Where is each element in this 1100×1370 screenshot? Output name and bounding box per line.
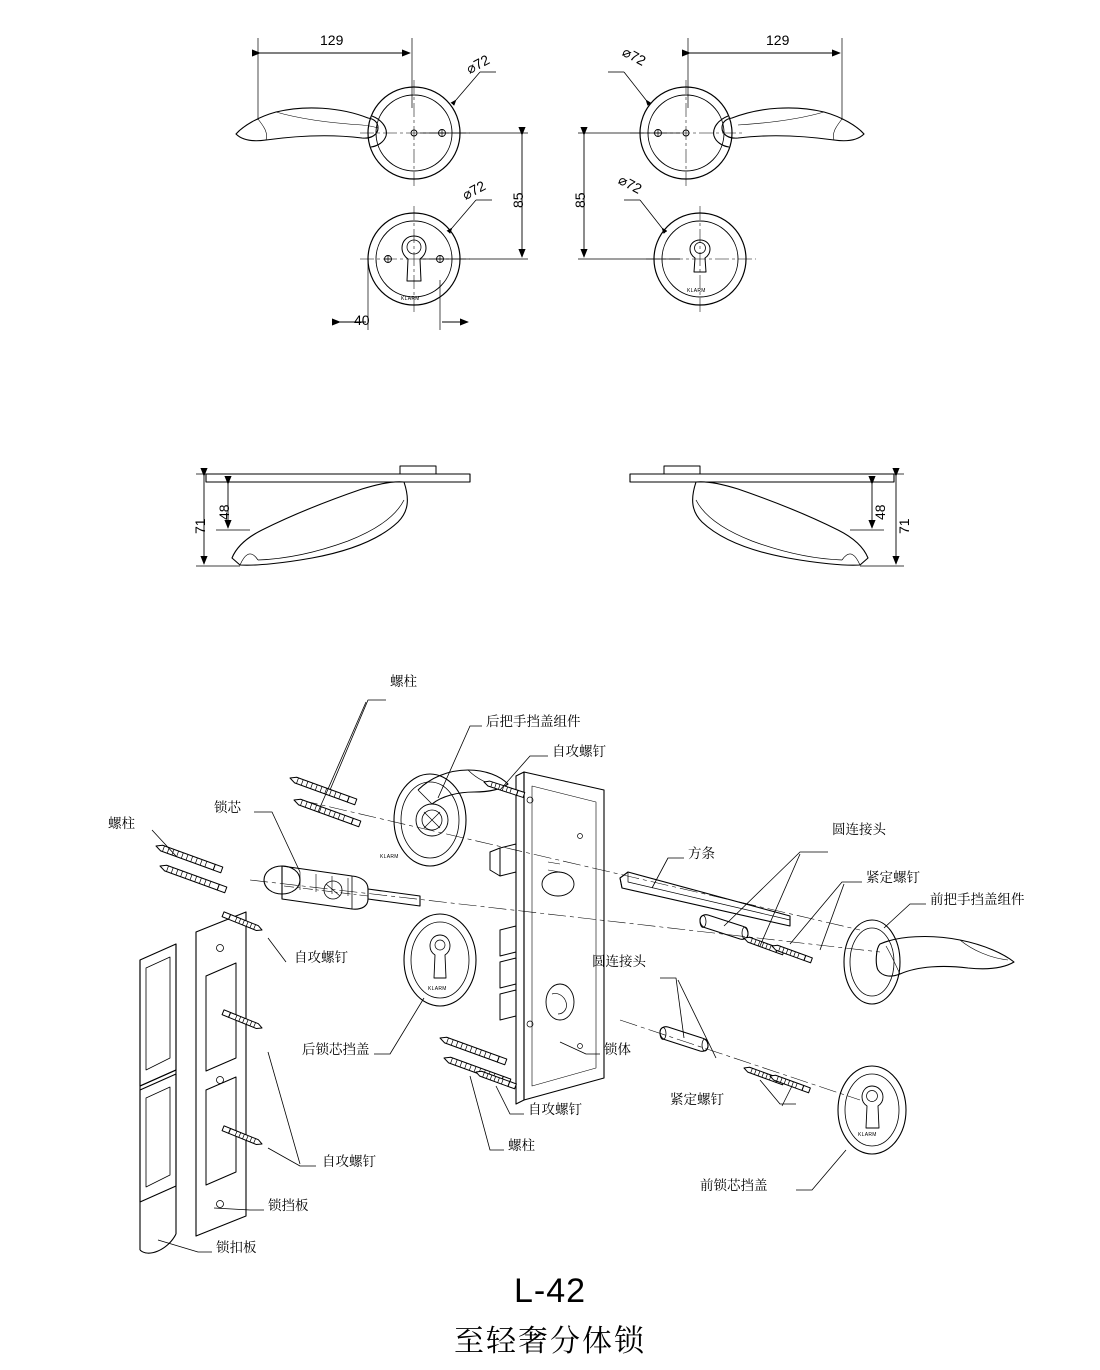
brand-mark-front-cylinder-cover: KLARM [858,1132,877,1138]
dim-side-right-lever-height: 48 [872,504,888,520]
drawing-model-title: L-42 [513,1272,587,1310]
brand-mark-rose-left: KLARM [401,296,420,302]
dim-top-left-width: 129 [320,32,344,48]
brand-mark-rear-rose: KLARM [380,854,399,860]
dim-top-right-center-distance: 85 [572,192,588,208]
label-set-screw-bottom: 紧定螺钉 [670,1092,724,1108]
label-stud-top: 螺柱 [390,674,417,690]
label-lock-strike-plate: 锁挡板 [268,1198,309,1214]
label-strike-box: 锁扣板 [216,1240,257,1256]
dim-side-left-lever-height: 48 [216,504,232,520]
dim-top-left-cylinder-rose-diameter: ⌀72 [459,177,489,203]
label-stud-left: 螺柱 [108,816,135,832]
dim-top-left-center-distance: 85 [510,192,526,208]
label-self-tapping-screw-left: 自攻螺钉 [294,950,348,966]
label-set-screw-top: 紧定螺钉 [866,870,920,886]
label-front-cylinder-cover: 前锁芯挡盖 [700,1178,768,1194]
brand-mark-rose-right: KLARM [687,288,706,294]
label-rear-handle-cover-assembly: 后把手挡盖组件 [486,714,581,730]
dim-top-left-cylinder-width: 40 [354,312,370,328]
label-self-tapping-screw-top: 自攻螺钉 [552,744,606,760]
label-lock-body: 锁体 [604,1042,631,1058]
label-round-connector-bottom: 圆连接头 [592,954,646,970]
dim-side-right-overall-height: 71 [896,518,912,534]
dim-side-left-overall-height: 71 [192,518,208,534]
dim-top-right-width: 129 [766,32,790,48]
label-lock-cylinder: 锁芯 [214,800,241,816]
drawing-product-name: 至轻奢分体锁 [454,1324,646,1359]
brand-mark-rear-cylinder-cover: KLARM [428,986,447,992]
label-round-connector-top: 圆连接头 [832,822,886,838]
dim-top-left-rose-diameter: ⌀72 [463,51,493,77]
dim-top-right-cylinder-rose-diameter: ⌀72 [615,171,645,197]
label-self-tapping-screw-mid: 自攻螺钉 [528,1102,582,1118]
label-self-tapping-screw-bottom-left: 自攻螺钉 [322,1154,376,1170]
label-front-handle-cover-assembly: 前把手挡盖组件 [930,892,1025,908]
dim-top-right-rose-diameter: ⌀72 [619,43,649,69]
label-rear-cylinder-cover: 后锁芯挡盖 [302,1042,370,1058]
label-square-spindle: 方条 [688,846,715,862]
label-stud-bottom: 螺柱 [508,1138,535,1154]
